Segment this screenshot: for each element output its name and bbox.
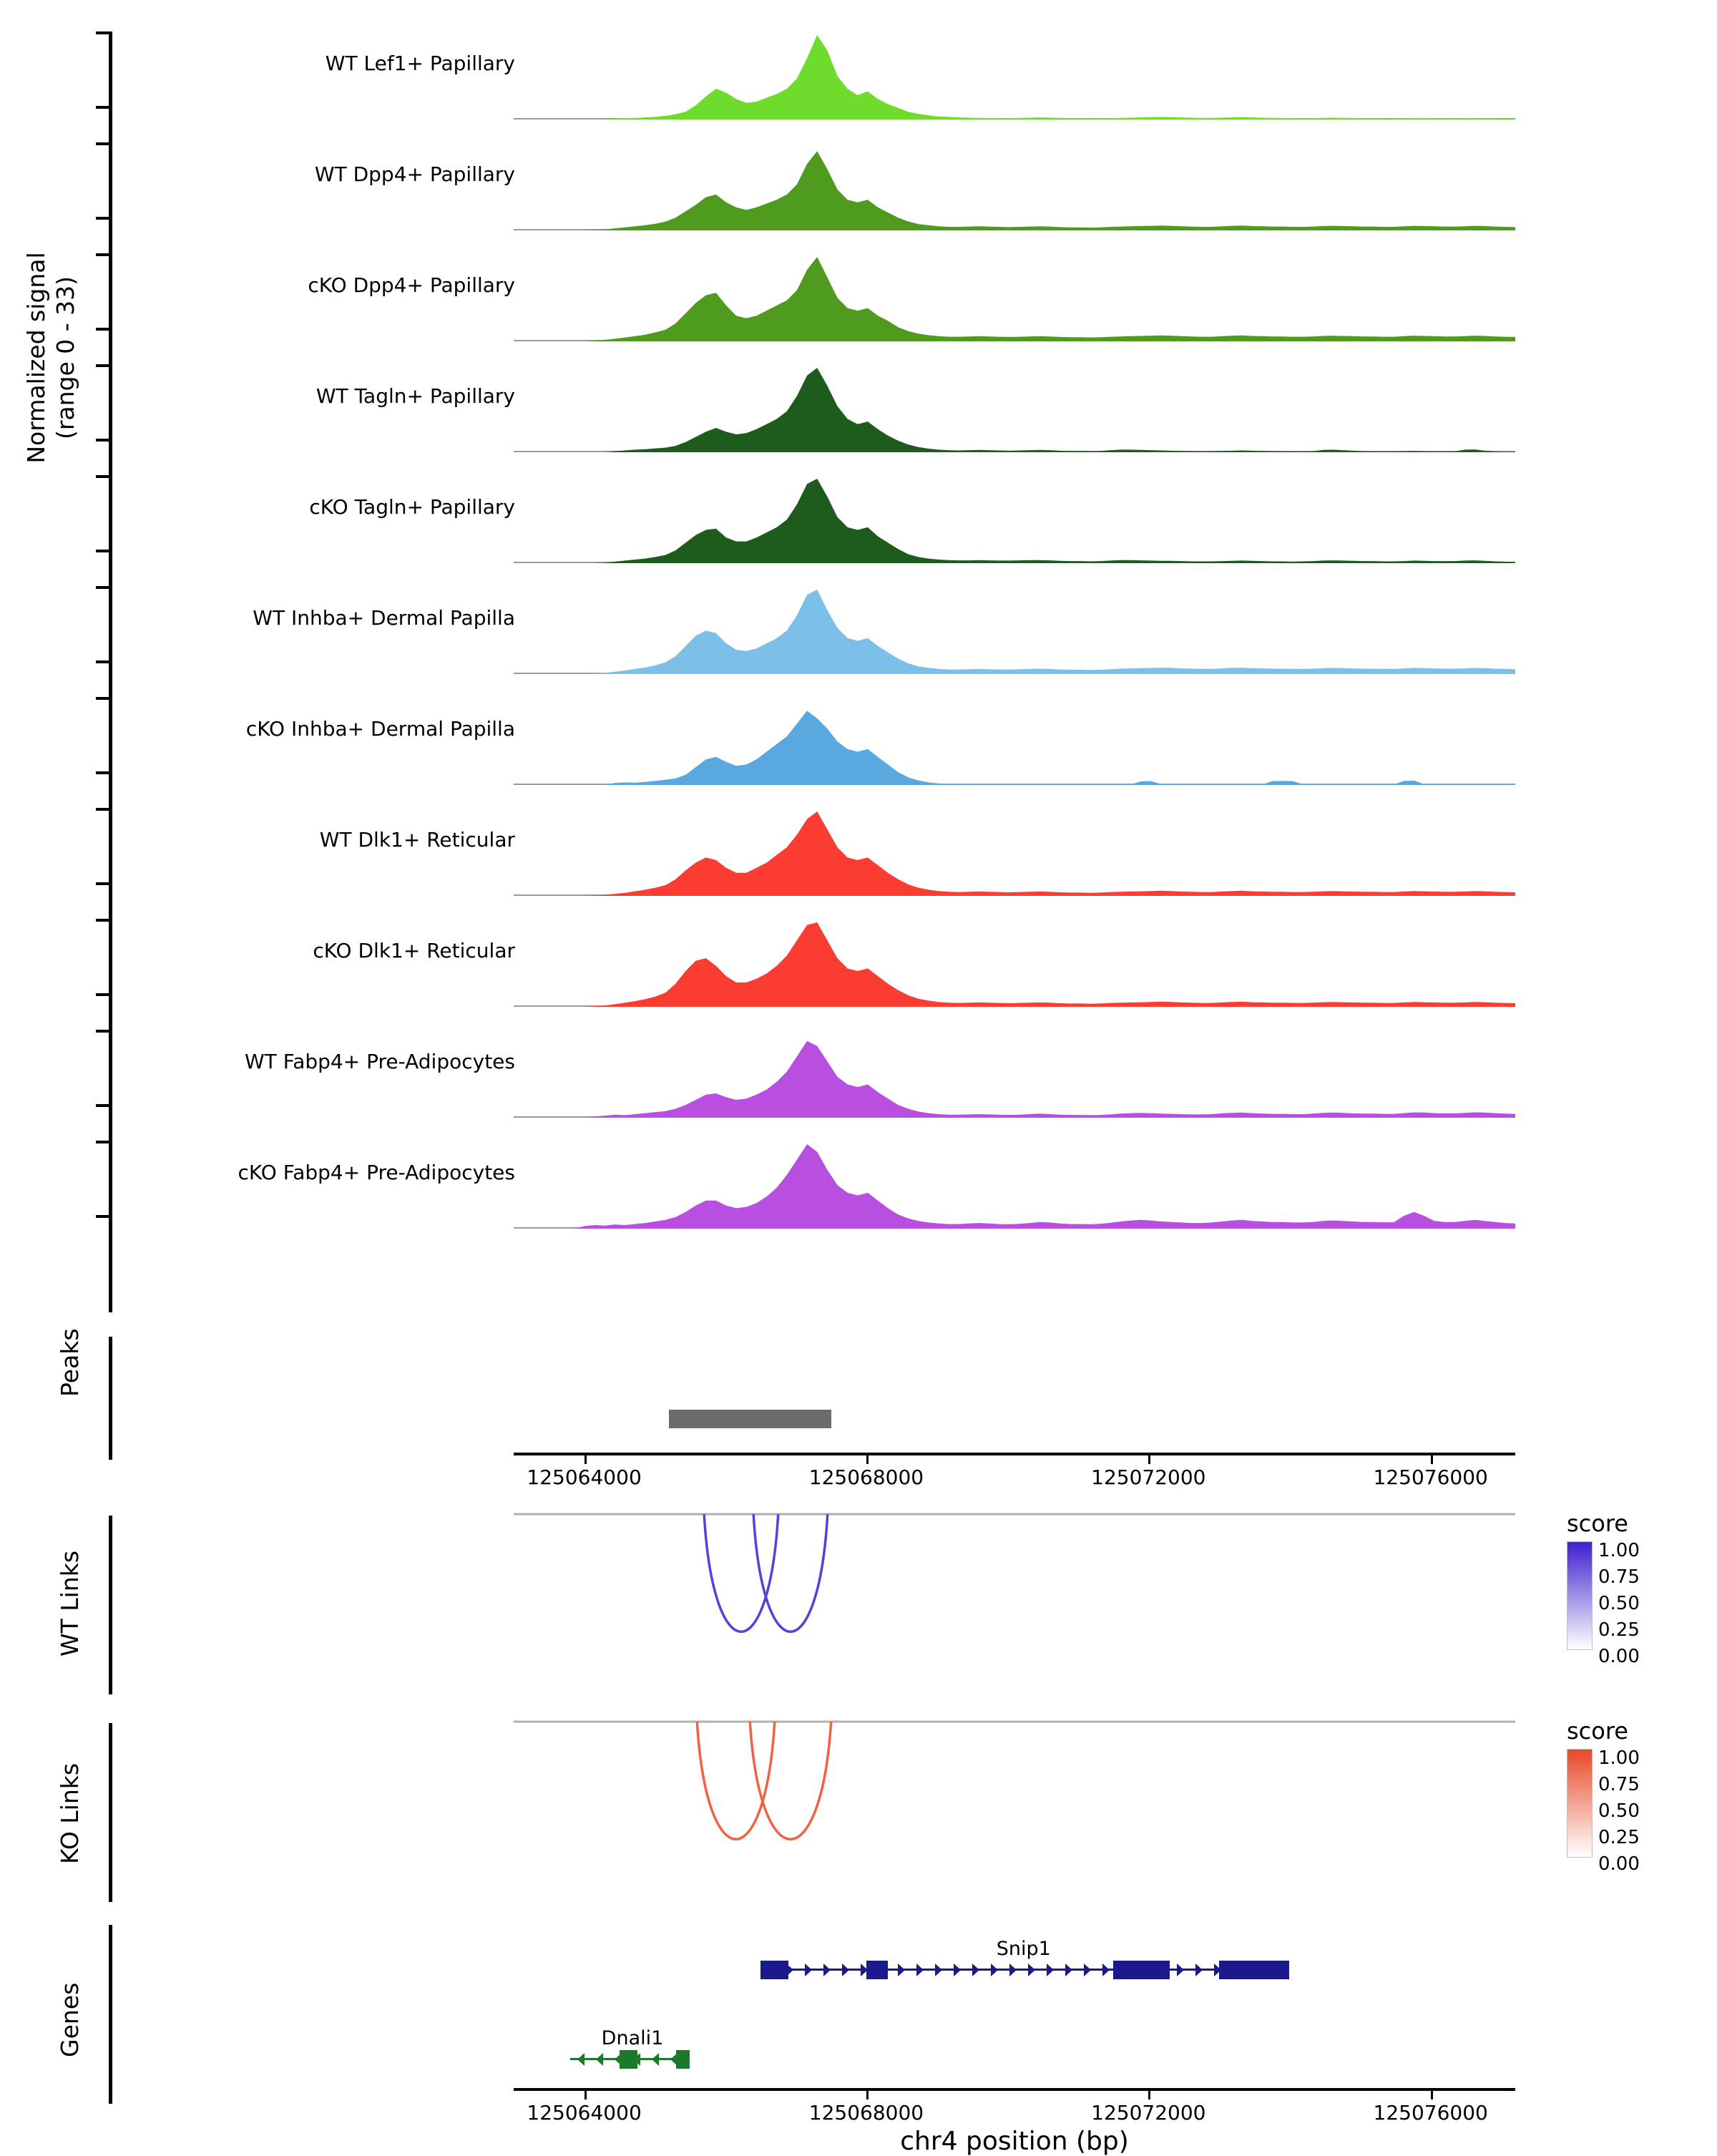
x-axis-tick-label: 125064000 bbox=[527, 2101, 642, 2125]
x-axis-tick bbox=[1431, 2091, 1433, 2099]
x-axis-tick-label: 125064000 bbox=[527, 1465, 642, 1489]
coverage-track-plot bbox=[514, 798, 1515, 909]
wt-links-axis-line bbox=[109, 1516, 112, 1694]
gene-exon bbox=[676, 2050, 690, 2069]
ko-score-legend-gradient bbox=[1567, 1749, 1593, 1858]
legend-tick-label: 0.75 bbox=[1598, 1566, 1640, 1588]
coverage-track bbox=[0, 243, 1717, 354]
links-arcs bbox=[514, 1510, 1515, 1689]
gene-exon bbox=[760, 1961, 788, 1979]
y-axis-tick bbox=[96, 771, 112, 774]
y-axis-tick bbox=[96, 660, 112, 663]
ko-links-section-label: KO Links bbox=[56, 1762, 84, 1864]
coverage-track-label: WT Fabp4+ Pre-Adipocytes bbox=[245, 1050, 515, 1073]
coverage-track-label: cKO Inhba+ Dermal Papilla bbox=[245, 717, 515, 741]
legend-tick-label: 0.00 bbox=[1598, 1853, 1640, 1875]
y-axis-tick bbox=[96, 808, 112, 811]
y-axis-tick bbox=[96, 217, 112, 220]
coverage-track bbox=[0, 1020, 1717, 1131]
wt-score-legend-title: score bbox=[1567, 1510, 1628, 1537]
gene-strand-arrow bbox=[652, 2053, 659, 2066]
x-axis-tick-label: 125072000 bbox=[1091, 1465, 1206, 1489]
y-axis-tick bbox=[96, 106, 112, 109]
legend-tick-label: 0.00 bbox=[1598, 1646, 1640, 1667]
legend-tick-label: 0.75 bbox=[1598, 1774, 1640, 1795]
x-axis-line bbox=[514, 2088, 1515, 2091]
coverage-track-plot bbox=[514, 465, 1515, 576]
gene-strand-arrow bbox=[972, 1964, 979, 1976]
gene-strand-arrow bbox=[596, 2053, 603, 2066]
y-axis-tick bbox=[96, 1030, 112, 1033]
y-axis-label-line2: (range 0 - 33) bbox=[52, 275, 80, 440]
coverage-track-plot bbox=[514, 354, 1515, 465]
coverage-track bbox=[0, 798, 1717, 909]
ko-links-panel bbox=[0, 1710, 1717, 1918]
y-axis-tick bbox=[96, 142, 112, 145]
legend-tick-label: 0.25 bbox=[1598, 1827, 1640, 1848]
coverage-track bbox=[0, 21, 1717, 132]
coverage-track-label: WT Inhba+ Dermal Papilla bbox=[253, 606, 515, 630]
gene-strand-arrow bbox=[1195, 1964, 1203, 1976]
peaks-panel bbox=[0, 1328, 1717, 1503]
links-arcs bbox=[514, 1717, 1515, 1896]
legend-tick-label: 1.00 bbox=[1598, 1540, 1640, 1561]
x-axis-tick bbox=[1431, 1455, 1433, 1464]
y-axis-tick bbox=[96, 475, 112, 478]
coverage-track-plot bbox=[514, 132, 1515, 243]
coverage-track-label: cKO Tagln+ Papillary bbox=[309, 495, 515, 519]
coverage-track-label: cKO Fabp4+ Pre-Adipocytes bbox=[238, 1161, 515, 1184]
x-axis-title: chr4 position (bp) bbox=[900, 2127, 1129, 2156]
genes-panel bbox=[0, 1918, 1717, 2156]
ko-links-axis-line bbox=[109, 1723, 112, 1902]
coverage-track-label: WT Lef1+ Papillary bbox=[325, 52, 515, 75]
gene-strand-arrow bbox=[1065, 1964, 1072, 1976]
gene-strand-arrow bbox=[805, 1964, 812, 1976]
coverage-track bbox=[0, 1131, 1717, 1242]
wt-links-panel bbox=[0, 1503, 1717, 1710]
x-axis-line bbox=[514, 1453, 1515, 1455]
gene-strand-arrow bbox=[1102, 1964, 1110, 1976]
coverage-track-plot bbox=[514, 243, 1515, 354]
y-axis-tick bbox=[96, 919, 112, 922]
gene-strand-arrow bbox=[823, 1964, 831, 1976]
legend-tick-label: 0.50 bbox=[1598, 1800, 1640, 1822]
coverage-track bbox=[0, 354, 1717, 465]
gene-body-line bbox=[760, 1969, 1289, 1971]
coverage-track bbox=[0, 576, 1717, 687]
y-axis-tick bbox=[96, 439, 112, 442]
gene-strand-arrow bbox=[1028, 1964, 1035, 1976]
gene-strand-arrow bbox=[1177, 1964, 1184, 1976]
gene-strand-arrow bbox=[991, 1964, 998, 1976]
genes-axis-line bbox=[109, 1925, 112, 2104]
ko-score-legend-title: score bbox=[1567, 1717, 1628, 1745]
coverage-track-plot bbox=[514, 909, 1515, 1020]
gene-strand-arrow bbox=[1084, 1964, 1091, 1976]
gene-strand-arrow bbox=[916, 1964, 924, 1976]
x-axis-tick-label: 125068000 bbox=[808, 2101, 924, 2125]
y-axis-tick bbox=[96, 1104, 112, 1107]
gene-strand-arrow bbox=[1009, 1964, 1017, 1976]
x-axis-tick-label: 125072000 bbox=[1091, 2101, 1206, 2125]
gene-exon bbox=[1219, 1961, 1290, 1979]
coverage-track-plot bbox=[514, 1131, 1515, 1242]
y-axis-tick bbox=[96, 697, 112, 700]
y-axis-tick bbox=[96, 253, 112, 256]
gene-strand-arrow bbox=[842, 1964, 849, 1976]
gene-name-label: Dnali1 bbox=[601, 2027, 664, 2049]
legend-tick-label: 0.50 bbox=[1598, 1593, 1640, 1614]
coverage-track bbox=[0, 132, 1717, 243]
y-axis-tick bbox=[96, 993, 112, 996]
genes-section-label: Genes bbox=[56, 1982, 84, 2057]
coverage-track-label: cKO Dlk1+ Reticular bbox=[313, 939, 515, 962]
gene-strand-arrow bbox=[898, 1964, 905, 1976]
gene-strand-arrow bbox=[935, 1964, 942, 1976]
x-axis-tick bbox=[1148, 1455, 1150, 1464]
legend-tick-label: 0.25 bbox=[1598, 1619, 1640, 1641]
y-axis-tick bbox=[96, 328, 112, 331]
y-axis-label-line1: Normalized signal bbox=[22, 252, 50, 464]
ko-score-legend bbox=[1567, 1717, 1640, 1875]
legend-tick-label: 1.00 bbox=[1598, 1747, 1640, 1769]
y-axis-tick bbox=[96, 586, 112, 589]
wt-score-legend bbox=[1567, 1510, 1640, 1667]
coverage-track-plot bbox=[514, 687, 1515, 798]
gene-exon bbox=[620, 2050, 637, 2069]
gene-name-label: Snip1 bbox=[996, 1938, 1051, 1960]
x-axis-tick-label: 125076000 bbox=[1373, 2101, 1488, 2125]
y-axis-tick bbox=[96, 550, 112, 552]
wt-links-section-label: WT Links bbox=[56, 1550, 84, 1657]
coverage-track-label: WT Tagln+ Papillary bbox=[315, 384, 515, 408]
x-axis-tick bbox=[1148, 2091, 1150, 2099]
coverage-track-label: cKO Dpp4+ Papillary bbox=[308, 273, 515, 297]
gene-exon bbox=[866, 1961, 888, 1979]
gene-strand-arrow bbox=[577, 2053, 584, 2066]
y-axis-tick bbox=[96, 1141, 112, 1143]
coverage-track-label: WT Dpp4+ Papillary bbox=[314, 162, 515, 186]
x-axis-tick bbox=[584, 1455, 587, 1464]
x-axis-tick-label: 125068000 bbox=[808, 1465, 924, 1489]
wt-score-legend-gradient bbox=[1567, 1541, 1593, 1650]
peaks-section-label: Peaks bbox=[56, 1328, 84, 1397]
x-axis-tick bbox=[866, 1455, 869, 1464]
peaks-axis-line bbox=[109, 1337, 112, 1460]
x-axis-tick bbox=[866, 2091, 869, 2099]
y-axis-tick bbox=[96, 1215, 112, 1218]
coverage-track bbox=[0, 687, 1717, 798]
coverage-track bbox=[0, 465, 1717, 576]
coverage-track-plot bbox=[514, 576, 1515, 687]
y-axis-tick bbox=[96, 364, 112, 367]
coverage-track-plot bbox=[514, 1020, 1515, 1131]
peak-region bbox=[669, 1410, 831, 1428]
y-axis-tick bbox=[96, 882, 112, 885]
gene-strand-arrow bbox=[954, 1964, 961, 1976]
y-axis-tick bbox=[96, 31, 112, 34]
x-axis-tick bbox=[584, 2091, 587, 2099]
x-axis-tick-label: 125076000 bbox=[1373, 1465, 1488, 1489]
gene-strand-arrow bbox=[1047, 1964, 1054, 1976]
gene-exon bbox=[1113, 1961, 1170, 1979]
coverage-track bbox=[0, 909, 1717, 1020]
coverage-track-plot bbox=[514, 21, 1515, 132]
coverage-track-label: WT Dlk1+ Reticular bbox=[319, 828, 515, 852]
